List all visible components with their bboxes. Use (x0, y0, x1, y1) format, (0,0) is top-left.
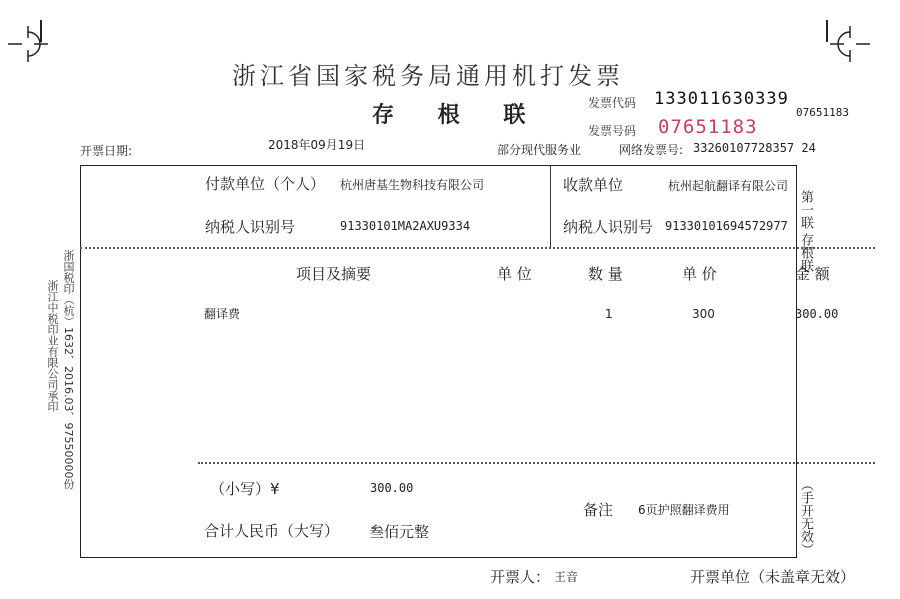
item-unit-price: 300 (692, 307, 715, 321)
total-capital-value: 叁佰元整 (369, 523, 430, 541)
invoice-code-label: 发票代码 (588, 96, 637, 110)
item-description: 翻译费 (204, 307, 241, 321)
remark-label: 备注 (583, 501, 614, 519)
payer-section-separator (80, 247, 875, 249)
payer-label: 付款单位（个人） (205, 175, 326, 193)
payee-tax-id: 91330101694572977 (665, 219, 788, 233)
total-small-label: （小写）¥ (210, 480, 280, 498)
item-amount: 300.00 (795, 307, 839, 321)
payer-payee-divider (550, 165, 551, 247)
total-small-value: 300.00 (370, 481, 414, 495)
item-quantity: 1 (605, 307, 613, 321)
issue-date-label: 开票日期: (80, 144, 133, 158)
service-category: 部分现代服务业 (497, 143, 582, 157)
payee-name: 杭州起航翻译有限公司 (668, 179, 789, 193)
invoice-code-value: 133011630339 (654, 89, 789, 109)
payer-tax-id: 91330101MA2AXU9334 (340, 219, 471, 233)
payee-label: 收款单位 (563, 176, 624, 194)
header-description: 项目及摘要 (296, 265, 372, 283)
payer-tax-label: 纳税人识别号 (205, 218, 296, 236)
invoice-subtitle: 存 根 联 (372, 102, 544, 128)
registration-mark-right (830, 24, 870, 64)
header-amount: 金 额 (795, 265, 830, 283)
header-quantity: 数 量 (588, 265, 623, 283)
items-section-separator (198, 462, 875, 464)
invoice-title: 浙江省国家税务局通用机打发票 (232, 62, 624, 90)
handwritten-invalid-note: （手开无效） (798, 478, 813, 556)
network-invoice-value: 33260107728357 24 (693, 141, 816, 155)
invoice-number-value: 07651183 (658, 116, 758, 138)
header-unit: 单 位 (497, 265, 532, 283)
invoice-number-label: 发票号码 (588, 124, 637, 138)
copy-designation: 第一联 存根联 (798, 190, 813, 273)
registration-mark-right-bar (826, 20, 828, 42)
issuer-name: 王音 (554, 570, 579, 584)
total-capital-label: 合计人民币（大写） (204, 522, 340, 540)
header-unit-price: 单 价 (682, 265, 717, 283)
network-invoice-label: 网络发票号: (619, 143, 684, 157)
remark-value: 6页护照翻译费用 (638, 503, 730, 517)
payee-tax-label: 纳税人识别号 (563, 218, 654, 236)
invoice-code-small: 07651183 (796, 106, 849, 119)
printer-info-line1: 浙国税印（杭）1632、2016.03、97550000份 (62, 250, 75, 490)
issuing-unit-label: 开票单位（未盖章无效） (690, 568, 856, 586)
issue-date-value: 2018年09月19日 (268, 138, 366, 152)
printer-info-line2: 浙江中税印业有限公司承印 (46, 280, 59, 412)
issuer-label: 开票人： (490, 568, 551, 586)
registration-mark-left (8, 24, 48, 64)
payer-name: 杭州唐基生物科技有限公司 (340, 178, 485, 192)
registration-mark-left-bar (40, 20, 42, 42)
